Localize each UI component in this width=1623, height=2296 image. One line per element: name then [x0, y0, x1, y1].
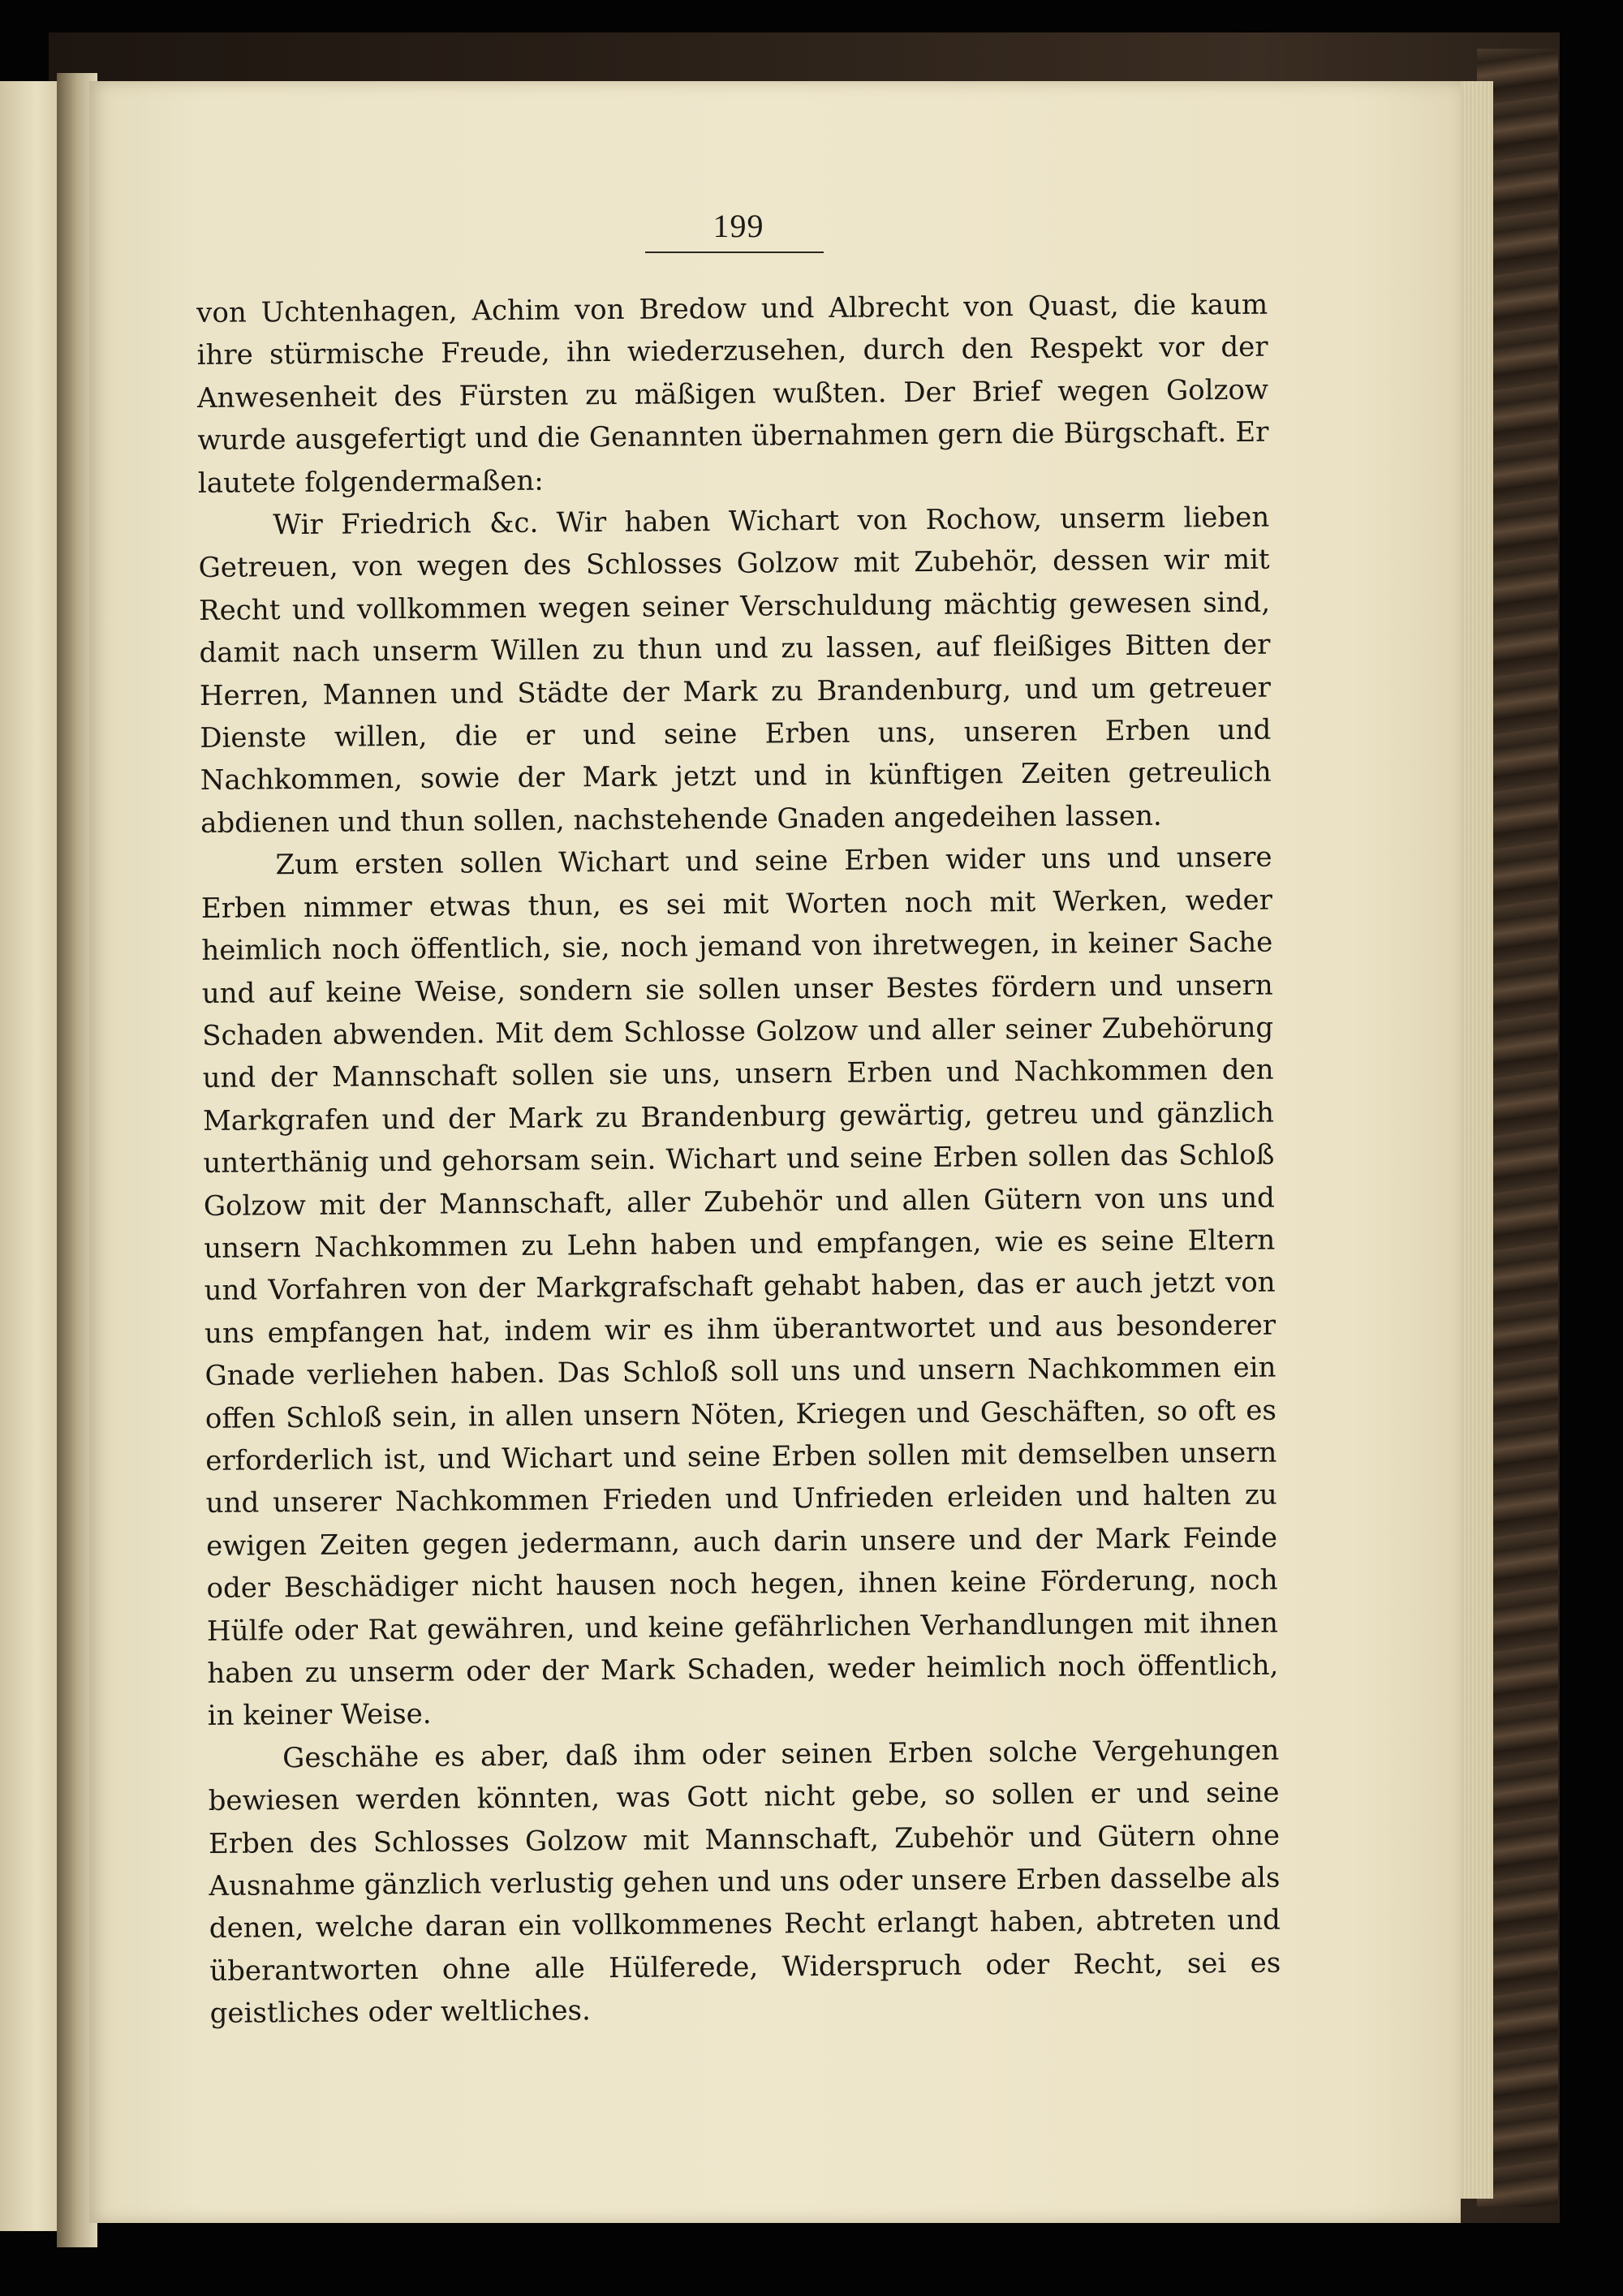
paragraph: Zum ersten sollen Wichart und seine Erben wider uns und unsere Erben nimmer etwas thun, es sei mit Worten noch mit Werken, weder heimlich noch öffentlich, sie, noch jemand von ihretwegen, in keiner Sache und auf keine Weise, sondern sie sollen unser Bestes fördern und unsern Schaden abwenden. Mit dem Schlosse Golzow und aller seiner Zubehörung und der Mannschaft sollen sie uns, unsern Erben und Nachkommen den Markgrafen und der Mark zu Brandenburg gewärtig, getreu und gänzlich unterthänig und gehorsam sein. Wichart und seine Erben sollen das Schloß Golzow mit der Mannschaft, aller Zubehör und allen Gütern von uns und unsern Nachkommen zu Lehn haben und empfangen, wie es seine Eltern und Vorfahren von der Markgrafschaft gehabt haben, das er auch jetzt von uns empfangen hat, indem wir es ihm überantwortet und aus besonderer Gnade verliehen haben. Das Schloß soll uns und unsern Nachkommen ein offen Schloß sein, in allen unsern Nöten, Kriegen und Geschäften, so oft es erforderlich ist, und Wichart und seine Erben sollen mit demselben unsern und unserer Nachkommen Frieden und Unfrieden erleiden und halten zu ewigen Zeiten gegen jedermann, auch darin unsere und der Mark Feinde oder Beschädiger nicht hausen noch hegen, ihnen keine Förderung, noch Hülfe oder Rat gewähren, und keine gefährlichen Verhandlungen mit ihnen haben zu unserm oder der Mark Schaden, weder heimlich noch öffentlich, in keiner Weise. — [200, 841, 1279, 1733]
page-number: 199 — [712, 208, 764, 244]
body-text — [196, 284, 1281, 2036]
previous-page-edge — [0, 81, 61, 2231]
header-rule — [645, 252, 824, 253]
paragraph: Wir Friedrich &c. Wir haben Wichart von Rochow, unserm lieben Getreuen, von wegen des Schlosses Golzow mit Zubehör, dessen wir mit Recht und vollkommen wegen seiner Verschuldung mächtig gewesen sind, damit nach unserm Willen zu thun und zu lassen, auf fleißiges Bitten der Herren, Mannen und Städte der Mark zu Brandenburg, und um getreuer Dienste willen, die er und seine Erben uns, unseren Erben und Nachkommen, sowie der Mark jetzt und in künftigen Zeiten getreulich abdienen und thun sollen, nachstehende Gnaden angedeihen lassen. — [198, 501, 1272, 840]
paragraph: von Uchtenhagen, Achim von Bredow und Albrecht von Quast, die kaum ihre stürmische Freude, ihn wiederzusehen, durch den Respekt vor der Anwesenheit des Fürsten zu mäßigen wußten. Der Brief wegen Golzow wurde ausgefertigt und die Genannten übernahmen gern die Bürgschaft. Er lautete folgendermaßen: — [196, 288, 1269, 500]
paragraph: Geschähe es aber, daß ihm oder seinen Erben solche Vergehungen bewiesen werden könnten, was Gott nicht gebe, so sollen er und seine Erben des Schlosses Golzow mit Mannschaft, Zubehör und Gütern ohne Ausnahme gänzlich verlustig gehen und uns oder unsere Erben dasselbe als denen, welche daran ein vollkommenes Recht erlangt haben, abtreten und überantworten ohne alle Hülferede, Widerspruch oder Recht, sei es geistliches oder weltliches. — [208, 1734, 1281, 2031]
